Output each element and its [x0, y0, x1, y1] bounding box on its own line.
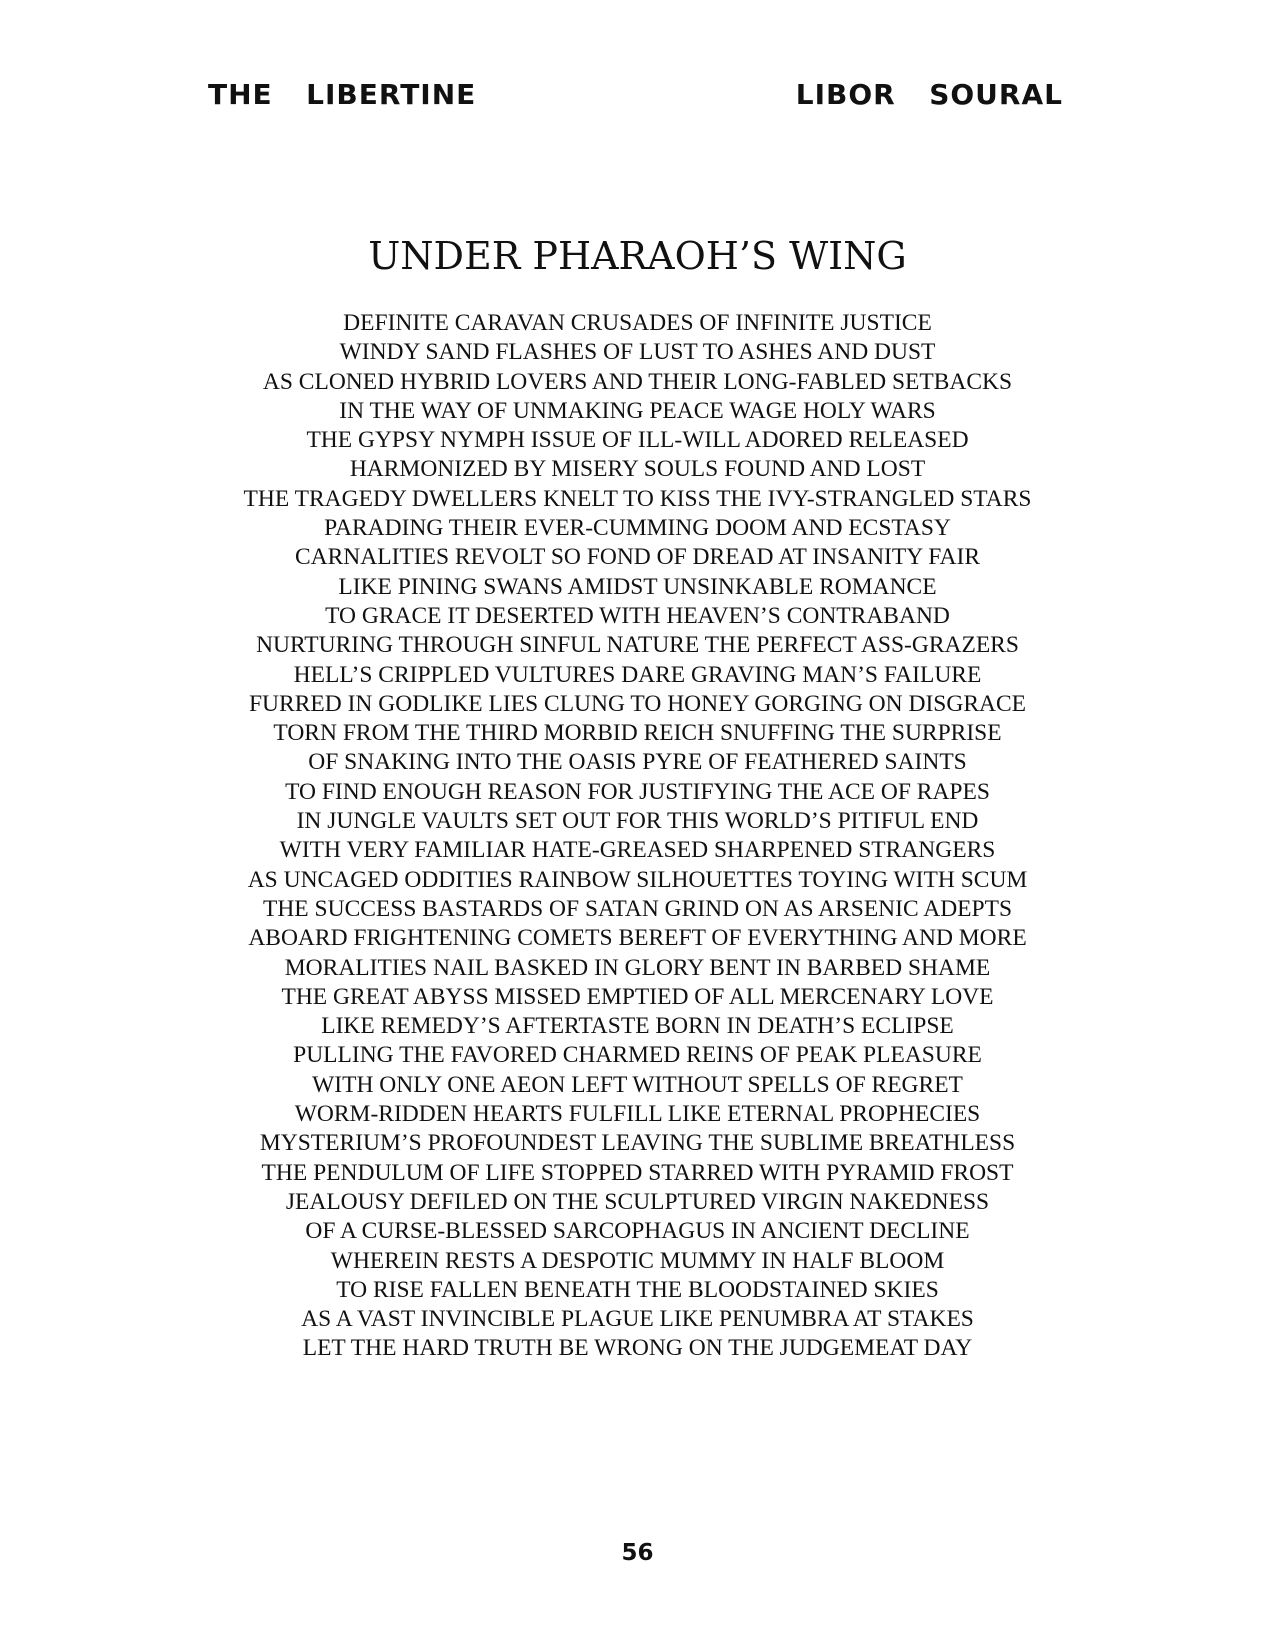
poem-line: AS CLONED HYBRID LOVERS AND THEIR LONG-FABLED SETBACKS	[262, 368, 1013, 395]
poem-line: NURTURING THROUGH SINFUL NATURE THE PERFECT ASS-GRAZERS	[256, 632, 1019, 659]
poem-line: AS UNCAGED ODDITIES RAINBOW SILHOUETTES TOYING WITH SCUM	[247, 866, 1028, 893]
poem-line: WINDY SAND FLASHES OF LUST TO ASHES AND DUST	[339, 339, 936, 366]
page-number: 56	[621, 1540, 654, 1566]
poem-line: CARNALITIES REVOLT SO FOND OF DREAD AT INSANITY FAIR	[294, 544, 981, 571]
running-header	[208, 78, 1063, 111]
poem-line: TO FIND ENOUGH REASON FOR JUSTIFYING THE ACE OF RAPES	[285, 778, 990, 805]
book-title: THE LIBERTINE	[208, 78, 477, 111]
poem-line: LIKE PINING SWANS AMIDST UNSINKABLE ROMANCE	[338, 573, 937, 600]
poem-line: WITH VERY FAMILIAR HATE-GREASED SHARPENED STRANGERS	[279, 837, 996, 864]
poem-line: WORM-RIDDEN HEARTS FULFILL LIKE ETERNAL PROPHECIES	[294, 1101, 981, 1128]
poem-line: MORALITIES NAIL BASKED IN GLORY BENT IN BARBED SHAME	[284, 954, 991, 981]
poem-line: OF A CURSE-BLESSED SARCOPHAGUS IN ANCIENT DECLINE	[305, 1218, 970, 1245]
poem-line: WHEREIN RESTS A DESPOTIC MUMMY IN HALF BLOOM	[330, 1247, 945, 1274]
poem-line: HARMONIZED BY MISERY SOULS FOUND AND LOST	[349, 456, 926, 483]
poem-line: OF SNAKING INTO THE OASIS PYRE OF FEATHERED SAINTS	[308, 749, 967, 776]
poem-line: LET THE HARD TRUTH BE WRONG ON THE JUDGEMEAT DAY	[302, 1335, 973, 1362]
poem-line: WITH ONLY ONE AEON LEFT WITHOUT SPELLS OF REGRET	[312, 1071, 963, 1098]
author-name: LIBOR SOURAL	[795, 78, 1063, 111]
poem-line: THE TRAGEDY DWELLERS KNELT TO KISS THE IVY-STRANGLED STARS	[243, 485, 1032, 512]
poem-line: JEALOUSY DEFILED ON THE SCULPTURED VIRGIN NAKEDNESS	[285, 1188, 990, 1215]
poem-line: DEFINITE CARAVAN CRUSADES OF INFINITE JUSTICE	[343, 310, 932, 336]
poem-line: THE GREAT ABYSS MISSED EMPTIED OF ALL MERCENARY LOVE	[281, 983, 994, 1010]
poem-line: PARADING THEIR EVER-CUMMING DOOM AND ECSTASY	[324, 515, 951, 542]
poem-line: IN JUNGLE VAULTS SET OUT FOR THIS WORLD’S PITIFUL END	[296, 808, 979, 835]
poem-line: TO GRACE IT DESERTED WITH HEAVEN’S CONTRABAND	[325, 602, 950, 629]
poem-line: ABOARD FRIGHTENING COMETS BEREFT OF EVERYTHING AND MORE	[248, 925, 1027, 952]
poem-line: PULLING THE FAVORED CHARMED REINS OF PEAK PLEASURE	[293, 1042, 982, 1069]
poem-line: TO RISE FALLEN BENEATH THE BLOODSTAINED SKIES	[336, 1276, 939, 1303]
poem-line: LIKE REMEDY’S AFTERTASTE BORN IN DEATH’S ECLIPSE	[321, 1013, 954, 1040]
poem-line: TORN FROM THE THIRD MORBID REICH SNUFFING THE SURPRISE	[273, 720, 1002, 747]
poem-line: THE PENDULUM OF LIFE STOPPED STARRED WITH PYRAMID FROST	[261, 1159, 1014, 1186]
poem-line: THE SUCCESS BASTARDS OF SATAN GRIND ON AS ARSENIC ADEPTS	[262, 895, 1013, 922]
poem-line: AS A VAST INVINCIBLE PLAGUE LIKE PENUMBRA AT STAKES	[301, 1306, 974, 1333]
poem-line: MYSTERIUM’S PROFOUNDEST LEAVING THE SUBLIME BREATHLESS	[259, 1130, 1016, 1157]
poem-line: FURRED IN GODLIKE LIES CLUNG TO HONEY GORGING ON DISGRACE	[248, 690, 1026, 717]
poem-line: HELL’S CRIPPLED VULTURES DARE GRAVING MAN’S FAILURE	[293, 661, 982, 688]
poem-title: UNDER PHARAOH’S WING	[368, 234, 907, 278]
poem-body	[0, 309, 1275, 1364]
poem-line: IN THE WAY OF UNMAKING PEACE WAGE HOLY WARS	[339, 397, 936, 424]
poem-line: THE GYPSY NYMPH ISSUE OF ILL-WILL ADORED RELEASED	[306, 427, 969, 454]
